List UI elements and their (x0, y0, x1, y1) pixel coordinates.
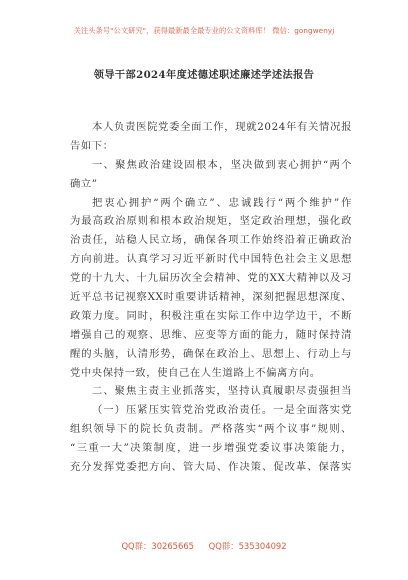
qq-group-2: QQ群：535304092 (208, 541, 287, 551)
paragraph-line: 告如下： (70, 139, 114, 152)
paragraph-line: 为最高政治原则和根本政治规矩，坚定政治理想，强化政 (70, 215, 352, 228)
promo-banner: 关注头条号"公文研究"，获得最新最全最专业的公文资料库！ 微信：gongwenyj (73, 26, 335, 35)
document-title: 领导干部2024年度述德述职述廉述学述法报告 (93, 69, 315, 81)
paragraph-line: 党中央保持一致，使自己在人生道路上不偏离方向。 (70, 366, 321, 379)
paragraph-line: 组织领导下的院长负责制。严格落实“两个议事”规则、 (70, 423, 352, 436)
section-heading-line: 确立” (70, 177, 98, 190)
footer-contact (0, 540, 408, 552)
paragraph-line: 增强自己的观察、思维、应变等方面的能力，随时保持清 (70, 328, 352, 341)
paragraph-line: 党的十九大、十九届历次全会精神、党的XX大精神以及习 (70, 272, 352, 285)
paragraph-line: 醒的头脑，认清形势，确保在政治上、思想上、行动上与 (70, 347, 352, 360)
qq-group-1: QQ群：30265665 (121, 541, 194, 551)
section-heading-line: 一、聚焦政治建设固根本，坚决做到衷心拥护“两个 (92, 158, 352, 171)
paragraph-line: （一）压紧压实管党治党政治责任。一是全面落实党 (92, 404, 352, 417)
paragraph-line: 近平总书记视察XX时重要讲话精神，深刻把握思想深度、 (70, 291, 352, 304)
section-heading-line: 二、聚焦主责主业抓落实，坚持认真履职尽责强担当 (92, 385, 352, 398)
paragraph-line: “三重一大”决策制度，进一步增强党委议事决策能力， (70, 442, 352, 455)
paragraph-line: 把衷心拥护“两个确立”、忠诚践行“两个维护”作 (92, 196, 352, 209)
paragraph-line: 方向前进。认真学习习近平新时代中国特色社会主义思想 (70, 253, 352, 266)
paragraph-line: 政策力度。同时，积极注重在实际工作中边学边干，不断 (70, 309, 352, 322)
paragraph-line: 本人负责医院党委全面工作，现就2024年有关情况报 (92, 121, 352, 133)
document-body (70, 118, 352, 477)
paragraph-line: 充分发挥党委把方向、管大局、作决策、促改革、保落实 (70, 461, 352, 474)
paragraph-line: 治责任，站稳人民立场，确保各项工作始终沿着正确政治 (70, 234, 352, 247)
